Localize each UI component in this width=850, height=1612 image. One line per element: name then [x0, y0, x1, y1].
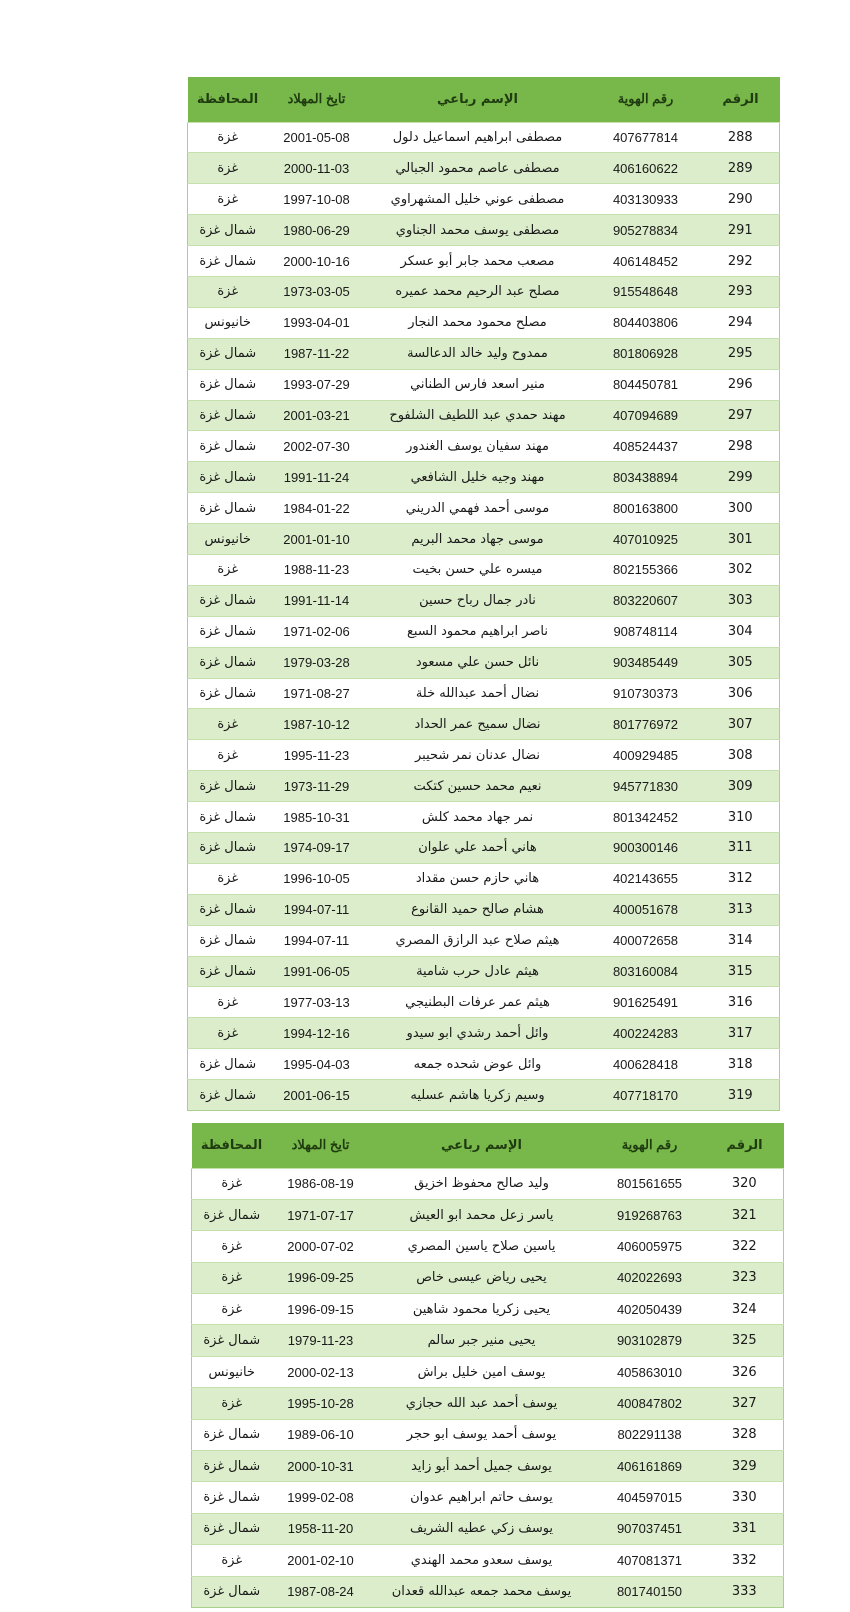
cell-number: 320 — [706, 1168, 784, 1199]
cell-birth-date: 1999-02-08 — [272, 1482, 370, 1513]
cell-id-number: 801561655 — [594, 1168, 706, 1199]
cell-birth-date: 1988-11-23 — [268, 554, 366, 585]
header-birth-date: تايخ المهلاد — [291, 1137, 350, 1153]
cell-full-name: يوسف امين خليل براش — [370, 1356, 594, 1387]
cell-governorate: شمال غزة — [192, 1199, 272, 1230]
table-body — [192, 1168, 784, 1607]
cell-full-name: هاني أحمد علي علوان — [366, 832, 590, 863]
cell-id-number: 801806928 — [590, 338, 702, 369]
cell-birth-date: 1995-11-23 — [268, 740, 366, 771]
cell-full-name: نمر جهاد محمد كلش — [366, 802, 590, 833]
cell-full-name: مصطفى عوني خليل المشهراوي — [366, 184, 590, 215]
cell-birth-date: 1996-10-05 — [268, 863, 366, 894]
table-row — [192, 1576, 784, 1607]
cell-number: 298 — [702, 431, 780, 462]
cell-id-number: 919268763 — [594, 1199, 706, 1230]
cell-full-name: هيثم عمر عرفات البطنيجي — [366, 987, 590, 1018]
cell-governorate: شمال غزة — [188, 431, 268, 462]
cell-id-number: 403130933 — [590, 184, 702, 215]
cell-full-name: نضال أحمد عبدالله خلة — [366, 678, 590, 709]
cell-full-name: موسى أحمد فهمي الدريني — [366, 493, 590, 524]
cell-birth-date: 1979-11-23 — [272, 1325, 370, 1356]
cell-governorate: غزة — [188, 276, 268, 307]
header-number: الرقم — [726, 1137, 763, 1153]
cell-governorate: خانيونس — [192, 1356, 272, 1387]
cell-birth-date: 1994-12-16 — [268, 1018, 366, 1049]
table-row — [188, 802, 780, 833]
cell-governorate: شمال غزة — [188, 771, 268, 802]
cell-id-number: 945771830 — [590, 771, 702, 802]
cell-birth-date: 1974-09-17 — [268, 832, 366, 863]
table-row — [192, 1231, 784, 1262]
cell-birth-date: 1989-06-10 — [272, 1419, 370, 1450]
table-header-row — [188, 77, 780, 122]
table-row — [188, 554, 780, 585]
cell-full-name: مصعب محمد جابر أبو عسكر — [366, 246, 590, 277]
cell-full-name: ممدوح وليد خالد الدعالسة — [366, 338, 590, 369]
cell-number: 301 — [702, 524, 780, 555]
table-row — [192, 1388, 784, 1419]
cell-id-number: 804450781 — [590, 369, 702, 400]
cell-birth-date: 1958-11-20 — [272, 1513, 370, 1544]
cell-governorate: غزة — [192, 1231, 272, 1262]
cell-governorate: شمال غزة — [192, 1325, 272, 1356]
cell-id-number: 803220607 — [590, 585, 702, 616]
cell-id-number: 804403806 — [590, 307, 702, 338]
table-row — [188, 122, 780, 153]
table-row — [188, 1018, 780, 1049]
cell-birth-date: 1996-09-25 — [272, 1262, 370, 1293]
cell-birth-date: 2002-07-30 — [268, 431, 366, 462]
cell-governorate: غزة — [192, 1545, 272, 1576]
cell-governorate: شمال غزة — [188, 832, 268, 863]
cell-number: 317 — [702, 1018, 780, 1049]
cell-birth-date: 1995-04-03 — [268, 1049, 366, 1080]
table-row — [188, 740, 780, 771]
cell-number: 296 — [702, 369, 780, 400]
cell-full-name: يوسف أحمد عبد الله حجازي — [370, 1388, 594, 1419]
cell-governorate: شمال غزة — [188, 338, 268, 369]
cell-governorate: شمال غزة — [188, 585, 268, 616]
cell-id-number: 400929485 — [590, 740, 702, 771]
cell-id-number: 903102879 — [594, 1325, 706, 1356]
cell-full-name: مهند وجيه خليل الشافعي — [366, 462, 590, 493]
table-row — [188, 771, 780, 802]
cell-number: 294 — [702, 307, 780, 338]
cell-number: 302 — [702, 554, 780, 585]
cell-id-number: 801776972 — [590, 709, 702, 740]
cell-birth-date: 1980-06-29 — [268, 215, 366, 246]
cell-id-number: 802291138 — [594, 1419, 706, 1450]
cell-id-number: 801740150 — [594, 1576, 706, 1607]
cell-id-number: 406161869 — [594, 1451, 706, 1482]
cell-number: 308 — [702, 740, 780, 771]
cell-id-number: 802155366 — [590, 554, 702, 585]
records-table-1 — [187, 77, 780, 1111]
cell-id-number: 903485449 — [590, 647, 702, 678]
table-row — [188, 524, 780, 555]
table-row — [188, 431, 780, 462]
cell-id-number: 406148452 — [590, 246, 702, 277]
cell-governorate: شمال غزة — [188, 400, 268, 431]
cell-number: 321 — [706, 1199, 784, 1230]
header-full-name: الإسم رباعي — [437, 91, 518, 107]
cell-number: 318 — [702, 1049, 780, 1080]
cell-birth-date: 1993-04-01 — [268, 307, 366, 338]
cell-id-number: 402143655 — [590, 863, 702, 894]
cell-full-name: مهند حمدي عبد اللطيف الشلفوح — [366, 400, 590, 431]
cell-full-name: يوسف جميل أحمد أبو زايد — [370, 1451, 594, 1482]
table-row — [188, 493, 780, 524]
cell-full-name: يوسف محمد جمعه عبدالله قعدان — [370, 1576, 594, 1607]
cell-id-number: 915548648 — [590, 276, 702, 307]
cell-full-name: يوسف حاتم ابراهيم عدوان — [370, 1482, 594, 1513]
cell-birth-date: 2001-03-21 — [268, 400, 366, 431]
cell-id-number: 908748114 — [590, 616, 702, 647]
header-full-name: الإسم رباعي — [441, 1137, 522, 1153]
cell-governorate: خانيونس — [188, 307, 268, 338]
cell-birth-date: 1991-06-05 — [268, 956, 366, 987]
table-row — [188, 863, 780, 894]
cell-governorate: شمال غزة — [192, 1419, 272, 1450]
cell-governorate: خانيونس — [188, 524, 268, 555]
cell-birth-date: 1987-11-22 — [268, 338, 366, 369]
cell-governorate: شمال غزة — [188, 462, 268, 493]
cell-number: 315 — [702, 956, 780, 987]
header-id-number: رقم الهوية — [617, 91, 674, 107]
cell-id-number: 407010925 — [590, 524, 702, 555]
cell-birth-date: 1991-11-14 — [268, 585, 366, 616]
cell-full-name: يحيى رياض عيسى خاص — [370, 1262, 594, 1293]
cell-id-number: 406160622 — [590, 153, 702, 184]
cell-number: 293 — [702, 276, 780, 307]
cell-id-number: 407677814 — [590, 122, 702, 153]
cell-number: 325 — [706, 1325, 784, 1356]
cell-birth-date: 2001-06-15 — [268, 1080, 366, 1111]
header-number: الرقم — [722, 91, 759, 107]
cell-full-name: نضال عدنان نمر شحيبر — [366, 740, 590, 771]
table-row — [192, 1356, 784, 1387]
table-row — [188, 894, 780, 925]
cell-birth-date: 1971-08-27 — [268, 678, 366, 709]
cell-number: 299 — [702, 462, 780, 493]
cell-number: 319 — [702, 1080, 780, 1111]
cell-birth-date: 1993-07-29 — [268, 369, 366, 400]
cell-governorate: شمال غزة — [188, 1049, 268, 1080]
cell-full-name: مصطفى عاصم محمود الجبالي — [366, 153, 590, 184]
cell-full-name: وائل عوض شحده جمعه — [366, 1049, 590, 1080]
cell-governorate: غزة — [192, 1388, 272, 1419]
cell-number: 331 — [706, 1513, 784, 1544]
cell-full-name: ياسر زعل محمد ابو العيش — [370, 1199, 594, 1230]
table-row — [188, 616, 780, 647]
table-row — [192, 1482, 784, 1513]
cell-governorate: غزة — [192, 1294, 272, 1325]
cell-birth-date: 1973-11-29 — [268, 771, 366, 802]
cell-full-name: موسى جهاد محمد البريم — [366, 524, 590, 555]
table-row — [188, 153, 780, 184]
cell-birth-date: 1985-10-31 — [268, 802, 366, 833]
cell-full-name: مهند سفيان يوسف الغندور — [366, 431, 590, 462]
cell-governorate: شمال غزة — [188, 956, 268, 987]
cell-full-name: وسيم زكريا هاشم عسليه — [366, 1080, 590, 1111]
cell-birth-date: 2001-01-10 — [268, 524, 366, 555]
table-body — [188, 122, 780, 1111]
table-row — [192, 1419, 784, 1450]
cell-number: 312 — [702, 863, 780, 894]
header-birth-date: تايخ المهلاد — [287, 91, 346, 107]
cell-birth-date: 2000-07-02 — [272, 1231, 370, 1262]
cell-number: 304 — [702, 616, 780, 647]
cell-id-number: 404597015 — [594, 1482, 706, 1513]
table-row — [188, 987, 780, 1018]
cell-governorate: شمال غزة — [188, 802, 268, 833]
cell-birth-date: 1996-09-15 — [272, 1294, 370, 1325]
table-row — [192, 1168, 784, 1199]
cell-id-number: 905278834 — [590, 215, 702, 246]
cell-full-name: ناصر ابراهيم محمود السبع — [366, 616, 590, 647]
cell-full-name: مصلح عبد الرحيم محمد عميره — [366, 276, 590, 307]
cell-number: 310 — [702, 802, 780, 833]
cell-full-name: يوسف زكي عطيه الشريف — [370, 1513, 594, 1544]
cell-birth-date: 1994-07-11 — [268, 894, 366, 925]
cell-id-number: 803438894 — [590, 462, 702, 493]
cell-governorate: شمال غزة — [188, 246, 268, 277]
cell-birth-date: 1979-03-28 — [268, 647, 366, 678]
cell-full-name: منير اسعد فارس الطناني — [366, 369, 590, 400]
cell-governorate: غزة — [192, 1262, 272, 1293]
header-id-number: رقم الهوية — [621, 1137, 678, 1153]
table-row — [188, 462, 780, 493]
cell-id-number: 901625491 — [590, 987, 702, 1018]
cell-id-number: 400847802 — [594, 1388, 706, 1419]
cell-birth-date: 2000-10-16 — [268, 246, 366, 277]
cell-number: 329 — [706, 1451, 784, 1482]
table-row — [192, 1199, 784, 1230]
cell-governorate: شمال غزة — [188, 678, 268, 709]
cell-number: 300 — [702, 493, 780, 524]
cell-id-number: 400224283 — [590, 1018, 702, 1049]
cell-id-number: 408524437 — [590, 431, 702, 462]
cell-id-number: 407081371 — [594, 1545, 706, 1576]
cell-governorate: غزة — [188, 709, 268, 740]
cell-number: 332 — [706, 1545, 784, 1576]
cell-number: 307 — [702, 709, 780, 740]
table-row — [192, 1451, 784, 1482]
cell-full-name: مصطفى يوسف محمد الجناوي — [366, 215, 590, 246]
table-row — [188, 369, 780, 400]
cell-birth-date: 1973-03-05 — [268, 276, 366, 307]
cell-full-name: نعيم محمد حسين كتكت — [366, 771, 590, 802]
cell-governorate: شمال غزة — [192, 1451, 272, 1482]
cell-full-name: نائل حسن علي مسعود — [366, 647, 590, 678]
cell-birth-date: 1987-08-24 — [272, 1576, 370, 1607]
cell-id-number: 400072658 — [590, 925, 702, 956]
cell-full-name: مصطفى ابراهيم اسماعيل دلول — [366, 122, 590, 153]
cell-number: 328 — [706, 1419, 784, 1450]
cell-id-number: 406005975 — [594, 1231, 706, 1262]
table-row — [188, 307, 780, 338]
cell-governorate: شمال غزة — [188, 1080, 268, 1111]
table-row — [188, 276, 780, 307]
cell-birth-date: 2000-10-31 — [272, 1451, 370, 1482]
cell-number: 330 — [706, 1482, 784, 1513]
cell-full-name: يحيى زكريا محمود شاهين — [370, 1294, 594, 1325]
cell-number: 313 — [702, 894, 780, 925]
table-row — [188, 925, 780, 956]
cell-birth-date: 1971-02-06 — [268, 616, 366, 647]
cell-number: 322 — [706, 1231, 784, 1262]
cell-governorate: شمال غزة — [188, 616, 268, 647]
cell-number: 324 — [706, 1294, 784, 1325]
cell-governorate: شمال غزة — [188, 369, 268, 400]
table-row — [192, 1262, 784, 1293]
cell-full-name: هاني حازم حسن مقداد — [366, 863, 590, 894]
cell-id-number: 400051678 — [590, 894, 702, 925]
cell-governorate: غزة — [188, 863, 268, 894]
cell-id-number: 900300146 — [590, 832, 702, 863]
cell-governorate: شمال غزة — [188, 215, 268, 246]
cell-full-name: يوسف سعدو محمد الهندي — [370, 1545, 594, 1576]
cell-number: 309 — [702, 771, 780, 802]
cell-governorate: غزة — [188, 122, 268, 153]
cell-id-number: 402022693 — [594, 1262, 706, 1293]
cell-governorate: غزة — [188, 987, 268, 1018]
table-row — [188, 1080, 780, 1111]
cell-number: 289 — [702, 153, 780, 184]
cell-birth-date: 1977-03-13 — [268, 987, 366, 1018]
cell-number: 297 — [702, 400, 780, 431]
table-row — [188, 1049, 780, 1080]
cell-number: 292 — [702, 246, 780, 277]
cell-number: 306 — [702, 678, 780, 709]
cell-id-number: 400628418 — [590, 1049, 702, 1080]
cell-governorate: شمال غزة — [192, 1482, 272, 1513]
cell-number: 305 — [702, 647, 780, 678]
cell-governorate: غزة — [188, 740, 268, 771]
table-row — [188, 956, 780, 987]
cell-governorate: شمال غزة — [192, 1513, 272, 1544]
cell-birth-date: 1997-10-08 — [268, 184, 366, 215]
cell-governorate: غزة — [188, 184, 268, 215]
cell-full-name: هشام صالح حميد القانوع — [366, 894, 590, 925]
cell-birth-date: 1995-10-28 — [272, 1388, 370, 1419]
cell-number: 291 — [702, 215, 780, 246]
cell-birth-date: 1971-07-17 — [272, 1199, 370, 1230]
header-governorate: المحافظة — [196, 91, 259, 107]
table-row — [192, 1513, 784, 1544]
cell-governorate: شمال غزة — [192, 1576, 272, 1607]
table-row — [192, 1325, 784, 1356]
cell-number: 290 — [702, 184, 780, 215]
cell-governorate: غزة — [188, 554, 268, 585]
cell-governorate: شمال غزة — [188, 925, 268, 956]
cell-governorate: غزة — [192, 1168, 272, 1199]
table-row — [188, 215, 780, 246]
cell-governorate: غزة — [188, 1018, 268, 1049]
cell-id-number: 407094689 — [590, 400, 702, 431]
table-row — [188, 832, 780, 863]
table-row — [188, 184, 780, 215]
cell-birth-date: 1987-10-12 — [268, 709, 366, 740]
cell-number: 314 — [702, 925, 780, 956]
cell-number: 316 — [702, 987, 780, 1018]
cell-full-name: وليد صالح محفوظ اخزيق — [370, 1168, 594, 1199]
cell-birth-date: 2000-02-13 — [272, 1356, 370, 1387]
cell-governorate: شمال غزة — [188, 493, 268, 524]
cell-full-name: يوسف أحمد يوسف ابو حجر — [370, 1419, 594, 1450]
cell-governorate: غزة — [188, 153, 268, 184]
table-row — [192, 1545, 784, 1576]
cell-id-number: 907037451 — [594, 1513, 706, 1544]
cell-birth-date: 1984-01-22 — [268, 493, 366, 524]
table-row — [188, 647, 780, 678]
table-header-row — [192, 1123, 784, 1168]
cell-full-name: ميسره علي حسن بخيت — [366, 554, 590, 585]
cell-birth-date: 2001-02-10 — [272, 1545, 370, 1576]
records-table-2 — [191, 1123, 784, 1608]
cell-full-name: ياسين صلاح ياسين المصري — [370, 1231, 594, 1262]
cell-number: 323 — [706, 1262, 784, 1293]
cell-number: 295 — [702, 338, 780, 369]
cell-number: 311 — [702, 832, 780, 863]
cell-id-number: 800163800 — [590, 493, 702, 524]
table-row — [188, 709, 780, 740]
cell-full-name: مصلح محمود محمد النجار — [366, 307, 590, 338]
cell-birth-date: 2001-05-08 — [268, 122, 366, 153]
cell-number: 288 — [702, 122, 780, 153]
cell-id-number: 801342452 — [590, 802, 702, 833]
table-row — [188, 400, 780, 431]
cell-birth-date: 2000-11-03 — [268, 153, 366, 184]
cell-number: 333 — [706, 1576, 784, 1607]
cell-full-name: نادر جمال رباح حسين — [366, 585, 590, 616]
cell-id-number: 402050439 — [594, 1294, 706, 1325]
cell-birth-date: 1991-11-24 — [268, 462, 366, 493]
header-governorate: المحافظة — [200, 1137, 263, 1153]
table-row — [192, 1294, 784, 1325]
cell-number: 326 — [706, 1356, 784, 1387]
cell-birth-date: 1986-08-19 — [272, 1168, 370, 1199]
cell-id-number: 407718170 — [590, 1080, 702, 1111]
cell-id-number: 910730373 — [590, 678, 702, 709]
cell-full-name: هيثم صلاح عبد الرازق المصري — [366, 925, 590, 956]
table-row — [188, 585, 780, 616]
table-row — [188, 678, 780, 709]
table-row — [188, 246, 780, 277]
cell-full-name: يحيى منير جبر سالم — [370, 1325, 594, 1356]
cell-full-name: هيثم عادل حرب شامية — [366, 956, 590, 987]
cell-birth-date: 1994-07-11 — [268, 925, 366, 956]
cell-id-number: 803160084 — [590, 956, 702, 987]
cell-number: 327 — [706, 1388, 784, 1419]
cell-number: 303 — [702, 585, 780, 616]
cell-governorate: شمال غزة — [188, 647, 268, 678]
cell-full-name: نضال سميح عمر الحداد — [366, 709, 590, 740]
cell-governorate: شمال غزة — [188, 894, 268, 925]
cell-full-name: وائل أحمد رشدي ابو سيدو — [366, 1018, 590, 1049]
table-row — [188, 338, 780, 369]
cell-id-number: 405863010 — [594, 1356, 706, 1387]
